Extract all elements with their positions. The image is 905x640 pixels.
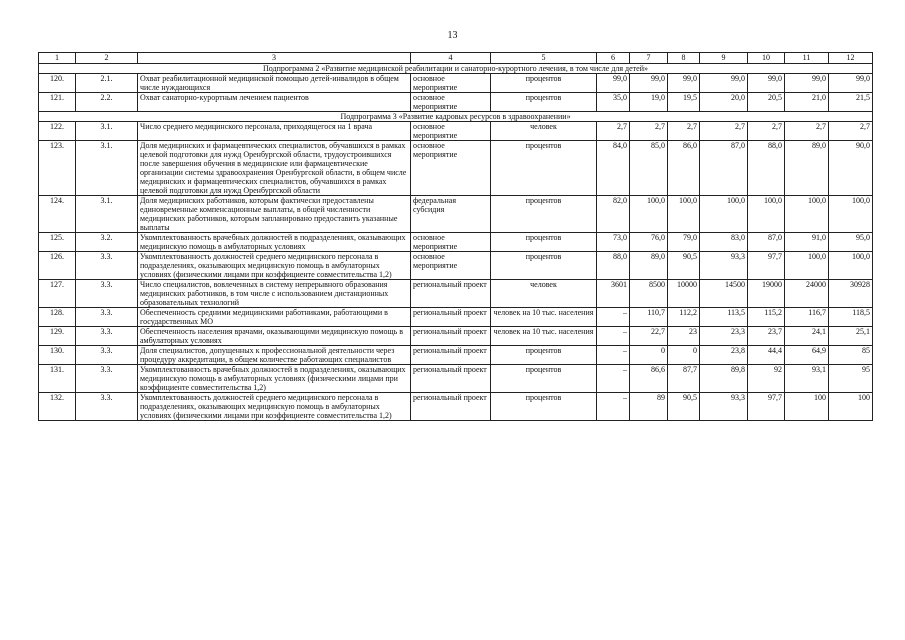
indicator-value: 14500 [700, 280, 748, 308]
indicator-unit: процентов [491, 346, 597, 365]
indicator-value: 95 [829, 365, 873, 393]
indicator-value: 73,0 [597, 233, 630, 252]
column-number-header: 11 [785, 53, 829, 64]
row-number: 129. [39, 327, 76, 346]
indicator-value: 86,6 [630, 365, 668, 393]
indicator-value: 99,0 [829, 74, 873, 93]
indicator-value: – [597, 393, 630, 421]
indicator-value: 82,0 [597, 196, 630, 233]
indicator-value: 90,5 [668, 393, 700, 421]
indicator-value: 2,7 [630, 122, 668, 141]
indicator-value: 2,7 [700, 122, 748, 141]
indicator-code: 3.3. [76, 393, 138, 421]
table-row [39, 122, 873, 141]
row-number: 126. [39, 252, 76, 280]
subprogram-title: Подпрограмма 3 «Развитие кадровых ресурсов в здравоохранении» [39, 112, 873, 122]
column-number-header: 3 [138, 53, 411, 64]
table-row [39, 74, 873, 93]
column-number-header: 7 [630, 53, 668, 64]
indicator-name: Укомплектованность должностей среднего медицинского персонала в подразделениях, оказывающих медицинскую помощь в амбулаторных условиях (физическими лицами при коэффициенте совместительства 1,2) [138, 393, 411, 421]
indicator-value: 90,0 [829, 141, 873, 196]
indicator-code: 3.3. [76, 308, 138, 327]
indicator-value: 30928 [829, 280, 873, 308]
indicator-unit: процентов [491, 93, 597, 112]
indicator-unit: процентов [491, 252, 597, 280]
indicator-value: 64,9 [785, 346, 829, 365]
column-number-header: 4 [411, 53, 491, 64]
indicator-value: 89,8 [700, 365, 748, 393]
indicator-value: 97,7 [748, 252, 785, 280]
indicator-value: 100,0 [785, 196, 829, 233]
indicator-name: Укомплектованность должностей среднего медицинского персонала в подразделениях, оказывающих медицинскую помощь в амбулаторных условиях (физическими лицами при коэффициенте совместительства 1,2) [138, 252, 411, 280]
subprogram-header-row [39, 64, 873, 74]
indicator-value: 19000 [748, 280, 785, 308]
indicator-value: 115,2 [748, 308, 785, 327]
indicator-name: Число среднего медицинского персонала, приходящегося на 1 врача [138, 122, 411, 141]
row-number: 132. [39, 393, 76, 421]
column-number-header: 6 [597, 53, 630, 64]
column-number-header: 9 [700, 53, 748, 64]
indicator-value: 100,0 [668, 196, 700, 233]
indicator-code: 2.2. [76, 93, 138, 112]
indicator-value: 2,7 [748, 122, 785, 141]
indicator-value: 24,1 [785, 327, 829, 346]
indicator-value: 85,0 [630, 141, 668, 196]
indicator-value: 2,7 [785, 122, 829, 141]
indicator-value: 2,7 [829, 122, 873, 141]
indicator-value: 90,5 [668, 252, 700, 280]
indicator-source: основное мероприятие [411, 93, 491, 112]
indicator-source: региональный проект [411, 365, 491, 393]
indicator-value: 20,0 [700, 93, 748, 112]
indicator-value: 116,7 [785, 308, 829, 327]
indicator-value: 97,7 [748, 393, 785, 421]
indicator-value: 99,0 [748, 74, 785, 93]
indicator-value: 24000 [785, 280, 829, 308]
column-number-header: 12 [829, 53, 873, 64]
indicator-value: 76,0 [630, 233, 668, 252]
indicator-value: 100,0 [748, 196, 785, 233]
indicator-unit: процентов [491, 393, 597, 421]
indicator-source: региональный проект [411, 308, 491, 327]
subprogram-title: Подпрограмма 2 «Развитие медицинской реабилитации и санаторно-курортного лечения, в том числе для детей» [39, 64, 873, 74]
indicator-value: 2,7 [668, 122, 700, 141]
indicator-value: – [597, 346, 630, 365]
column-number-row [39, 53, 873, 64]
page-number: 13 [447, 30, 458, 41]
row-number: 123. [39, 141, 76, 196]
row-number: 127. [39, 280, 76, 308]
indicator-value: 100 [785, 393, 829, 421]
indicator-value: 87,0 [748, 233, 785, 252]
indicator-code: 3.3. [76, 280, 138, 308]
indicator-value: 87,7 [668, 365, 700, 393]
indicator-value: 25,1 [829, 327, 873, 346]
indicator-value: 100,0 [630, 196, 668, 233]
indicator-code: 3.3. [76, 365, 138, 393]
table-row [39, 308, 873, 327]
indicator-value: 89 [630, 393, 668, 421]
indicator-source: основное мероприятие [411, 233, 491, 252]
indicator-name: Доля медицинских работников, которым фактически предоставлены единовременные компенсационные выплаты, в общей численности медицинских работников, которым запланировано предоставить указанные выплаты [138, 196, 411, 233]
table-row [39, 393, 873, 421]
table-row [39, 365, 873, 393]
column-number-header: 2 [76, 53, 138, 64]
indicator-value: 118,5 [829, 308, 873, 327]
indicator-value: 89,0 [785, 141, 829, 196]
table-row [39, 196, 873, 233]
indicator-value: 92 [748, 365, 785, 393]
column-number-header: 1 [39, 53, 76, 64]
indicator-value: 93,3 [700, 393, 748, 421]
indicator-value: 100,0 [700, 196, 748, 233]
indicator-unit: процентов [491, 141, 597, 196]
indicator-name: Охват санаторно-курортным лечением пациентов [138, 93, 411, 112]
indicator-value: 100,0 [829, 252, 873, 280]
indicator-code: 2.1. [76, 74, 138, 93]
indicator-value: – [597, 327, 630, 346]
indicator-source: основное мероприятие [411, 74, 491, 93]
indicator-value: 93,3 [700, 252, 748, 280]
table-row [39, 252, 873, 280]
indicator-name: Охват реабилитационной медицинской помощью детей-инвалидов в общем числе нуждающихся [138, 74, 411, 93]
table-row [39, 141, 873, 196]
indicator-unit: процентов [491, 365, 597, 393]
indicator-value: 89,0 [630, 252, 668, 280]
indicator-value: 85 [829, 346, 873, 365]
indicator-code: 3.1. [76, 141, 138, 196]
indicator-value: 88,0 [597, 252, 630, 280]
indicator-source: основное мероприятие [411, 252, 491, 280]
indicator-value: 113,5 [700, 308, 748, 327]
indicator-name: Укомплектованность врачебных должностей в подразделениях, оказывающих медицинскую помощь в амбулаторных условиях (физическими лицами при коэффициенте совместительства 1,2) [138, 365, 411, 393]
table-row [39, 233, 873, 252]
indicator-value: – [597, 308, 630, 327]
row-number: 130. [39, 346, 76, 365]
indicator-name: Число специалистов, вовлеченных в систему непрерывного образования медицинских работников, в том числе с использованием дистанционных образовательных технологий [138, 280, 411, 308]
indicator-value: 87,0 [700, 141, 748, 196]
subprogram-header-row [39, 112, 873, 122]
indicator-value: 99,0 [597, 74, 630, 93]
indicator-name: Укомплектованность врачебных должностей в подразделениях, оказывающих медицинскую помощь в амбулаторных условиях [138, 233, 411, 252]
indicator-source: федеральная субсидия [411, 196, 491, 233]
row-number: 124. [39, 196, 76, 233]
indicator-name: Обеспеченность населения врачами, оказывающими медицинскую помощь в амбулаторных условиях [138, 327, 411, 346]
indicator-value: 79,0 [668, 233, 700, 252]
indicator-value: 91,0 [785, 233, 829, 252]
indicator-value: 23 [668, 327, 700, 346]
table-body [39, 64, 873, 421]
indicator-value: 88,0 [748, 141, 785, 196]
indicator-value: 2,7 [597, 122, 630, 141]
indicator-value: 19,5 [668, 93, 700, 112]
indicator-value: 100,0 [785, 252, 829, 280]
indicator-value: 99,0 [630, 74, 668, 93]
row-number: 128. [39, 308, 76, 327]
indicator-value: 21,0 [785, 93, 829, 112]
indicator-code: 3.2. [76, 233, 138, 252]
indicator-unit: человек [491, 280, 597, 308]
table-row [39, 346, 873, 365]
indicator-unit: человек [491, 122, 597, 141]
indicator-value: 86,0 [668, 141, 700, 196]
column-number-header: 10 [748, 53, 785, 64]
indicator-value: 21,5 [829, 93, 873, 112]
indicator-source: региональный проект [411, 327, 491, 346]
indicator-value: 100,0 [829, 196, 873, 233]
indicator-value: 20,5 [748, 93, 785, 112]
row-number: 125. [39, 233, 76, 252]
indicator-unit: человек на 10 тыс. населения [491, 327, 597, 346]
table-row [39, 280, 873, 308]
indicator-value: 44,4 [748, 346, 785, 365]
column-number-header: 8 [668, 53, 700, 64]
indicator-code: 3.1. [76, 196, 138, 233]
indicator-value: 99,0 [700, 74, 748, 93]
indicator-value: 112,2 [668, 308, 700, 327]
table-row [39, 93, 873, 112]
indicator-value: 99,0 [785, 74, 829, 93]
table-row [39, 327, 873, 346]
row-number: 120. [39, 74, 76, 93]
indicator-code: 3.1. [76, 122, 138, 141]
row-number: 121. [39, 93, 76, 112]
indicator-source: основное мероприятие [411, 141, 491, 196]
indicator-value: 83,0 [700, 233, 748, 252]
indicator-value: 19,0 [630, 93, 668, 112]
indicator-name: Доля медицинских и фармацевтических специалистов, обучавшихся в рамках целевой подготовки для нужд Оренбургской области, трудоустроившихся после завершения обучения в медицинские или фармацевтические организации системы здравоохранения Оренбургской области, в общем числе медицинских и фармацевтических специалистов, обучавшихся в рамках целевой подготовки для нужд Оренбургской области [138, 141, 411, 196]
indicator-source: основное мероприятие [411, 122, 491, 141]
indicator-name: Доля специалистов, допущенных к профессиональной деятельности через процедуру аккредитации, в общем количестве работающих специалистов [138, 346, 411, 365]
indicator-value: 35,0 [597, 93, 630, 112]
indicator-code: 3.3. [76, 327, 138, 346]
indicator-value: 95,0 [829, 233, 873, 252]
indicator-value: 93,1 [785, 365, 829, 393]
indicator-value: 3601 [597, 280, 630, 308]
indicator-value: 8500 [630, 280, 668, 308]
indicator-value: 22,7 [630, 327, 668, 346]
indicator-value: 0 [668, 346, 700, 365]
indicator-source: региональный проект [411, 346, 491, 365]
indicator-source: региональный проект [411, 393, 491, 421]
indicator-value: 110,7 [630, 308, 668, 327]
indicator-value: 10000 [668, 280, 700, 308]
indicator-unit: процентов [491, 196, 597, 233]
indicators-table [38, 52, 873, 421]
indicator-value: 23,7 [748, 327, 785, 346]
indicator-code: 3.3. [76, 346, 138, 365]
indicator-value: 84,0 [597, 141, 630, 196]
indicator-value: 100 [829, 393, 873, 421]
indicator-value: 99,0 [668, 74, 700, 93]
indicator-value: 23,8 [700, 346, 748, 365]
indicator-value: 23,3 [700, 327, 748, 346]
indicator-source: региональный проект [411, 280, 491, 308]
indicator-name: Обеспеченность средними медицинскими работниками, работающими в государственных МО [138, 308, 411, 327]
indicator-value: 0 [630, 346, 668, 365]
indicator-unit: человек на 10 тыс. населения [491, 308, 597, 327]
row-number: 122. [39, 122, 76, 141]
indicator-unit: процентов [491, 74, 597, 93]
row-number: 131. [39, 365, 76, 393]
indicator-value: – [597, 365, 630, 393]
indicator-unit: процентов [491, 233, 597, 252]
column-number-header: 5 [491, 53, 597, 64]
indicator-code: 3.3. [76, 252, 138, 280]
